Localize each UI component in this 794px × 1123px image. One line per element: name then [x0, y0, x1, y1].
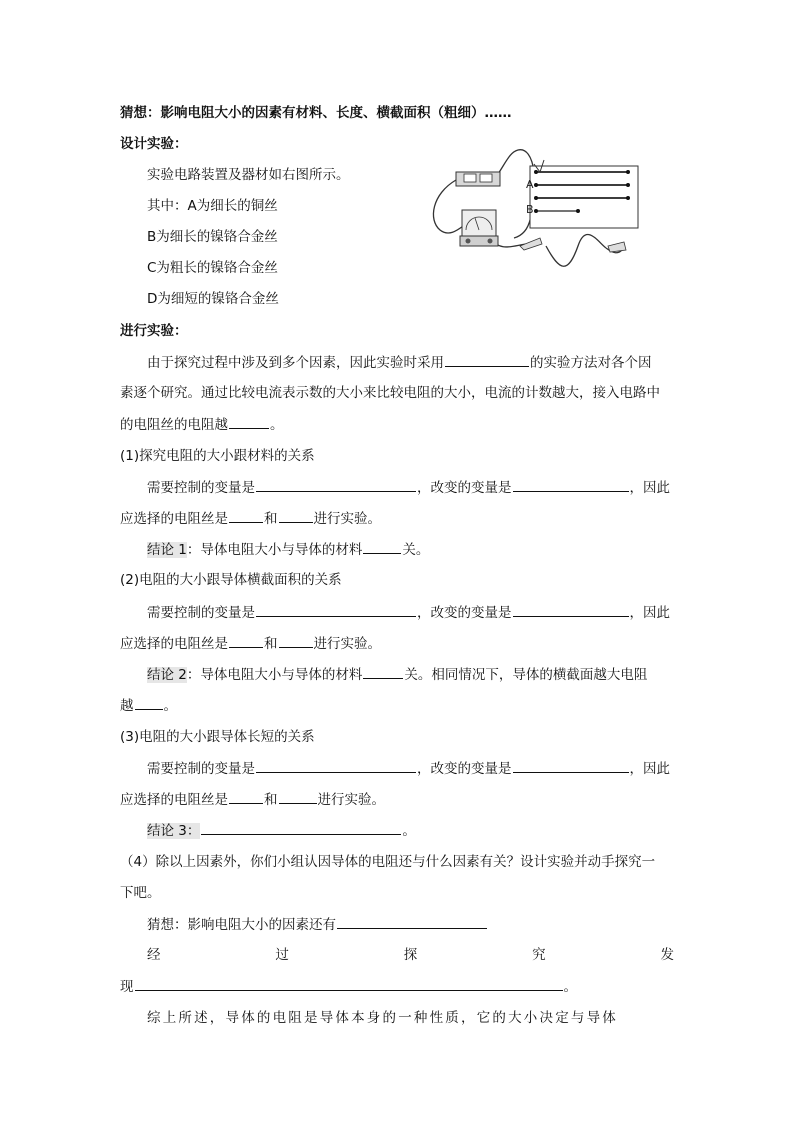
- part2-blank-conclusion[interactable]: [363, 665, 403, 679]
- circuit-diagram: [428, 142, 658, 272]
- part2-blank-change[interactable]: [513, 603, 629, 617]
- part1-conclusion-end: 关。: [402, 542, 430, 558]
- part1-need-line: [147, 478, 707, 497]
- part2-need-text: 需要控制的变量是: [147, 605, 255, 621]
- part4-guess-text: 猜想：影响电阻大小的因素还有: [147, 917, 336, 933]
- part2-and-text: 和: [264, 636, 278, 652]
- intro-text-1b: 的实验方法对各个因: [530, 355, 652, 371]
- part3-blank-wire1[interactable]: [229, 790, 263, 804]
- intro-text-3b: 。: [270, 417, 284, 433]
- part3-choose-text: 应选择的电阻丝是: [120, 792, 228, 808]
- part2-conclusion-text-b: 关。相同情况下，导体的横截面越大电阻: [404, 667, 648, 683]
- part1-title: (1)探究电阻的大小跟材料的关系: [120, 448, 315, 464]
- part2-blank-wire2[interactable]: [279, 634, 313, 648]
- part2-conclusion-text-d: 。: [163, 698, 177, 714]
- found-text-b: 。: [563, 979, 577, 995]
- part3-and-text: 和: [264, 792, 278, 808]
- design-line-5: D为细短的镍铬合金丝: [147, 291, 279, 307]
- intro-line-3: [120, 415, 680, 434]
- part1-do-text: 进行实验。: [313, 511, 381, 527]
- intro-line-1: [147, 353, 707, 372]
- blank-resistance[interactable]: [229, 415, 269, 429]
- part2-need-line: [147, 603, 707, 622]
- blank-method[interactable]: [445, 353, 529, 367]
- part3-conclusion-colon: ：: [186, 823, 201, 839]
- part1-conclusion-text: ：导体电阻大小与导体的材料: [186, 542, 363, 558]
- part1-and-text: 和: [264, 511, 278, 527]
- summary-line: 综上所述，导体的电阻是导体本身的一种性质，它的大小决定与导体: [147, 1010, 618, 1026]
- found-char-2: 过: [275, 947, 289, 963]
- part2-conclusion-label: 结论 2: [147, 667, 187, 683]
- part3-blank-conclusion[interactable]: [201, 821, 401, 835]
- intro-line-2: 素逐个研究。通过比较电流表示数的大小来比较电阻的大小，电流的计数越大，接入电路中: [120, 385, 660, 401]
- part3-need-text: 需要控制的变量是: [147, 761, 255, 777]
- found-char-4: 究: [532, 947, 546, 963]
- intro-text-3a: 的电阻丝的电阻越: [120, 417, 228, 433]
- part2-conclusion-cont: [120, 696, 680, 715]
- part2-change-text: ，改变的变量是: [417, 605, 512, 621]
- part1-tail-text: ，因此: [629, 480, 670, 496]
- part2-blank-control[interactable]: [256, 603, 416, 617]
- part3-choose-line: [120, 790, 680, 809]
- found-text-a: 现: [120, 979, 134, 995]
- design-line-1: 实验电路装置及器材如右图所示。: [147, 167, 350, 183]
- found-char-1: 经: [147, 947, 161, 963]
- part2-choose-line: [120, 634, 680, 653]
- part2-conclusion-text: ：导体电阻大小与导体的材料: [186, 667, 363, 683]
- part1-choose-text: 应选择的电阻丝是: [120, 511, 228, 527]
- part1-change-text: ，改变的变量是: [417, 480, 512, 496]
- design-line-2: 其中：A为细长的铜丝: [147, 198, 278, 214]
- part3-blank-change[interactable]: [513, 759, 629, 773]
- part1-need-text: 需要控制的变量是: [147, 480, 255, 496]
- part1-choose-line: [120, 509, 680, 528]
- part3-blank-control[interactable]: [256, 759, 416, 773]
- part1-conclusion: [147, 540, 707, 559]
- part4-guess-line: [147, 915, 707, 934]
- design-line-4: C为粗长的镍铬合金丝: [147, 260, 278, 276]
- part3-tail-text: ，因此: [629, 761, 670, 777]
- part3-conclusion-end: 。: [402, 823, 416, 839]
- part3-need-line: [147, 759, 707, 778]
- found-char-5: 发: [660, 947, 674, 963]
- part3-conclusion: [147, 821, 707, 840]
- circuit-diagram-svg: [428, 142, 658, 272]
- part2-conclusion: [147, 665, 707, 684]
- found-char-3: 探: [403, 947, 418, 963]
- part4-blank-guess[interactable]: [337, 915, 487, 929]
- part1-blank-conclusion[interactable]: [363, 540, 401, 554]
- part2-blank-conclusion-2[interactable]: [135, 696, 163, 710]
- part2-choose-text: 应选择的电阻丝是: [120, 636, 228, 652]
- part3-change-text: ，改变的变量是: [417, 761, 512, 777]
- label-a: A: [526, 178, 534, 191]
- part3-title: (3)电阻的大小跟导体长短的关系: [120, 729, 315, 745]
- guess-heading: 猜想：影响电阻大小的因素有材料、长度、横截面积（粗细）……: [120, 105, 512, 121]
- part1-blank-control[interactable]: [256, 478, 416, 492]
- part4-blank-found[interactable]: [135, 977, 563, 991]
- conduct-heading: 进行实验：: [120, 323, 188, 339]
- part4-line-1: （4）除以上因素外，你们小组认因导体的电阻还与什么因素有关？设计实验并动手探究一: [120, 854, 656, 870]
- part3-do-text: 进行实验。: [317, 792, 385, 808]
- part1-blank-wire2[interactable]: [279, 509, 313, 523]
- part1-blank-wire1[interactable]: [229, 509, 263, 523]
- part4-found-line-2: [120, 977, 680, 996]
- part2-blank-wire1[interactable]: [229, 634, 263, 648]
- part2-tail-text: ，因此: [629, 605, 670, 621]
- part2-title: (2)电阻的大小跟导体横截面积的关系: [120, 572, 342, 588]
- part2-do-text: 进行实验。: [313, 636, 381, 652]
- label-b: B: [526, 203, 534, 216]
- part1-blank-change[interactable]: [513, 478, 629, 492]
- part4-found-row: [147, 946, 674, 964]
- part2-conclusion-text-c: 越: [120, 698, 134, 714]
- part4-line-2: 下吧。: [120, 885, 161, 901]
- part1-conclusion-label: 结论 1: [147, 542, 187, 558]
- design-heading: 设计实验：: [120, 136, 188, 152]
- design-line-3: B为细长的镍铬合金丝: [147, 229, 278, 245]
- intro-text-1a: 由于探究过程中涉及到多个因素，因此实验时采用: [147, 355, 444, 371]
- part3-blank-wire2[interactable]: [279, 790, 317, 804]
- part3-conclusion-label: 结论 3: [147, 823, 187, 839]
